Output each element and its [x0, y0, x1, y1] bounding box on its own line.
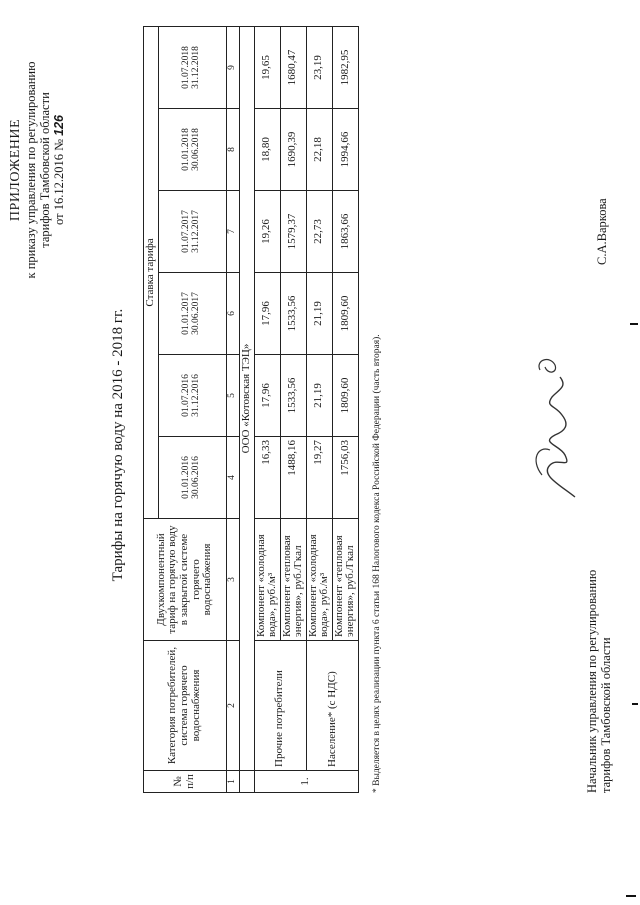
category-label: Население* (с НДС): [306, 641, 358, 771]
appendix-line-3: [52, 55, 66, 285]
rate-value: 19,26: [254, 191, 280, 273]
appendix-line-1: к приказу управления по регулированию: [23, 61, 38, 279]
rate-value: 1809,60: [332, 273, 358, 355]
appendix-header: [8, 55, 66, 285]
rate-value: 1994,66: [332, 109, 358, 191]
signatory-name: С.А.Варкова: [595, 198, 609, 265]
index-cell: 9: [226, 27, 239, 109]
rate-value: 23,19: [306, 27, 332, 109]
index-cell: 3: [226, 519, 239, 641]
header-row: [144, 27, 159, 793]
appendix-number: 126: [51, 115, 66, 136]
handwritten-signature: [520, 345, 590, 505]
rate-value: 1488,16: [280, 437, 306, 519]
period: 01.07.2017 31.12.2017: [158, 191, 226, 273]
rate-value: 22,18: [306, 109, 332, 191]
organization-row: [239, 27, 254, 793]
index-cell: 7: [226, 191, 239, 273]
rate-value: 16,33: [254, 437, 280, 519]
header-category: Категория потребителей, система горячего водоснабжения: [144, 641, 227, 771]
rate-value: 1809,60: [332, 355, 358, 437]
rate-value: 1982,95: [332, 27, 358, 109]
tariff-table: [143, 26, 359, 793]
period: 01.01.2018 30.06.2018: [158, 109, 226, 191]
scan-mark: [630, 323, 638, 325]
index-cell: 6: [226, 273, 239, 355]
table-row: [306, 27, 332, 793]
rate-value: 1680,47: [280, 27, 306, 109]
scan-mark: [632, 703, 638, 705]
table-row: [254, 27, 280, 793]
index-cell: 5: [226, 355, 239, 437]
rate-value: 21,19: [306, 273, 332, 355]
signatory-position: [585, 570, 614, 793]
header-tariff: Двухкомпонентный тариф на горячую воду в закрытой системе горячего водоснабжения: [144, 519, 227, 641]
empty-cell: [239, 771, 254, 793]
rate-value: 1533,56: [280, 355, 306, 437]
period: 01.07.2018 31.12.2018: [158, 27, 226, 109]
header-num: № п/п: [144, 771, 227, 793]
rate-value: 1756,03: [332, 437, 358, 519]
component-label: Компонент «тепловая энергия», руб./Гкал: [280, 519, 306, 641]
appendix-heading: ПРИЛОЖЕНИЕ: [8, 118, 23, 222]
footnote: * Выделяется в целях реализации пункта 6 статьи 168 Налогового кодекса Российской Федерации (часть вторая).: [372, 334, 382, 793]
component-label: Компонент «холодная вода», руб./м³: [254, 519, 280, 641]
rate-value: 1690,39: [280, 109, 306, 191]
scan-mark: [626, 895, 636, 897]
period: 01.01.2017 30.06.2017: [158, 273, 226, 355]
rate-value: 18,80: [254, 109, 280, 191]
document-title: Тарифы на горячую воду на 2016 - 2018 гг.: [110, 308, 126, 582]
header-rate: Ставка тарифа: [144, 27, 159, 519]
period: 01.07.2016 31.12.2016: [158, 355, 226, 437]
rate-value: 19,65: [254, 27, 280, 109]
period: 01.01.2016 30.06.2016: [158, 437, 226, 519]
index-cell: 1: [226, 771, 239, 793]
rate-value: 1579,37: [280, 191, 306, 273]
rate-value: 1533,56: [280, 273, 306, 355]
position-line-2: тарифов Тамбовской области: [599, 637, 614, 793]
rate-value: 1863,66: [332, 191, 358, 273]
rate-value: 19,27: [306, 437, 332, 519]
index-cell: 4: [226, 437, 239, 519]
rate-value: 21,19: [306, 355, 332, 437]
rate-value: 22,73: [306, 191, 332, 273]
row-number: 1.: [254, 771, 358, 793]
appendix-line-2: тарифов Тамбовской области: [37, 92, 52, 248]
component-label: Компонент «тепловая энергия», руб./Гкал: [332, 519, 358, 641]
organization-name: ООО «Котовская ТЭЦ»: [239, 27, 254, 771]
category-label: Прочие потребители: [254, 641, 306, 771]
position-line-1: Начальник управления по регулированию: [585, 569, 599, 793]
index-row: [226, 27, 239, 793]
appendix-date: от 16.12.2016 №: [51, 139, 66, 225]
rate-value: 17,96: [254, 273, 280, 355]
rate-value: 17,96: [254, 355, 280, 437]
component-label: Компонент «холодная вода», руб./м³: [306, 519, 332, 641]
index-cell: 2: [226, 641, 239, 771]
index-cell: 8: [226, 109, 239, 191]
